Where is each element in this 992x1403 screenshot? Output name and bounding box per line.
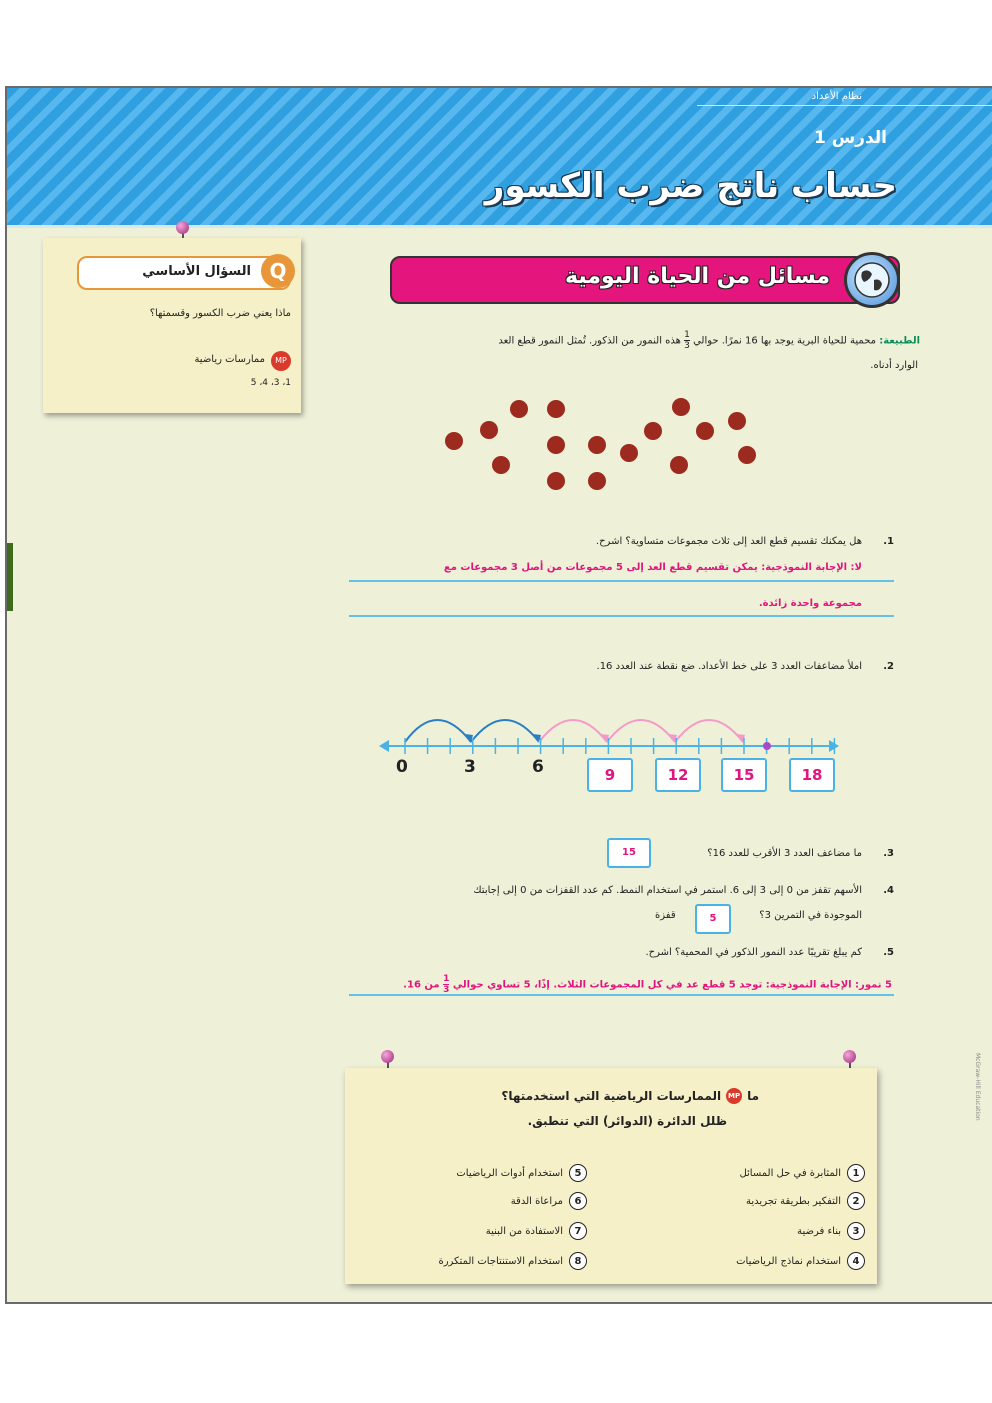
essential-question-header [77, 256, 291, 290]
counter [445, 432, 463, 450]
q5-number: 5. [883, 947, 894, 958]
q2-text: املأ مضاعفات العدد 3 على خط الأعداد. ضع نقطة عند العدد 16. [596, 661, 862, 672]
option-circle[interactable]: 8 [569, 1252, 587, 1270]
category-label: نظام الأعداد [811, 91, 862, 102]
numberline-label-0: 0 [396, 757, 408, 777]
practices-subtitle: ظلل الدائرة (الدوائر) التي تنطبق. [527, 1114, 727, 1128]
intro-text-3: الوارد أدناه. [870, 360, 918, 371]
counter [588, 472, 606, 490]
q4-unit: قفزة [655, 910, 676, 921]
option-circle[interactable]: 1 [847, 1164, 865, 1182]
q4-text-1: الأسهم تقفز من 0 إلى 3 إلى 6. استمر في استخدام النمط. كم عدد القفزات من 0 إلى إجابتك [473, 885, 862, 896]
essential-question-text: ماذا يعني ضرب الكسور وقسمتها؟ [149, 308, 291, 319]
point-16 [763, 742, 771, 750]
math-practices-label: ممارسات رياضية [194, 354, 265, 365]
pin-icon [381, 1050, 394, 1063]
practices-title [501, 1088, 759, 1104]
practice-option-7[interactable] [486, 1222, 587, 1240]
counter [547, 400, 565, 418]
q1-answer-line2: مجموعة واحدة زائدة. [758, 598, 862, 609]
essential-question-icon: Q [261, 254, 295, 288]
chapter-tab [5, 543, 13, 611]
lesson-title: حساب ناتج ضرب الكسور [484, 166, 897, 206]
counter [696, 422, 714, 440]
option-circle[interactable]: 7 [569, 1222, 587, 1240]
practice-option-2[interactable] [746, 1192, 865, 1210]
practices-title-text: الممارسات الرياضية التي استخدمتها؟ [501, 1089, 722, 1103]
copyright-credit: McGraw-Hill Education [974, 1053, 981, 1121]
q4-number: 4. [883, 885, 894, 896]
fraction-one-third [684, 330, 690, 351]
counter [670, 456, 688, 474]
counter [738, 446, 756, 464]
lesson-header [7, 88, 992, 228]
option-label: استخدام نماذج الرياضيات [736, 1255, 841, 1267]
pin-icon [176, 221, 189, 234]
answer-line [349, 615, 894, 617]
option-label: بناء فرضية [797, 1225, 841, 1237]
q1-text: هل يمكنك تقسيم قطع العد إلى ثلاث مجموعات متساوية؟ اشرح. [595, 536, 862, 547]
numberline-answer-box[interactable]: 12 [655, 758, 701, 792]
counter [644, 422, 662, 440]
q5-answer [292, 974, 892, 995]
worksheet-page [5, 86, 992, 1304]
q1-number: 1. [883, 536, 894, 547]
fraction-denominator: 3 [684, 341, 690, 351]
practice-option-6[interactable] [511, 1192, 587, 1210]
lesson-number: الدرس 1 [813, 128, 887, 148]
q1-answer-line1: لا: الإجابة النموذجية: يمكن تقسيم قطع العد إلى 5 مجموعات من أصل 3 مجموعات مع [443, 562, 862, 573]
essential-question-note [43, 238, 301, 413]
fraction-numerator: 1 [684, 330, 690, 340]
q5-fraction [443, 974, 449, 995]
math-practices-numbers: 1، 3، 4، 5 [250, 378, 291, 388]
q3-text: ما مضاعف العدد 3 الأقرب للعدد 16؟ [707, 848, 862, 859]
q2-number: 2. [883, 661, 894, 672]
practice-option-8[interactable] [438, 1252, 587, 1270]
intro-label: الطبيعة: [879, 335, 920, 347]
header-divider [697, 105, 992, 106]
numberline-label-6: 6 [532, 757, 544, 777]
counter [510, 400, 528, 418]
counter [547, 436, 565, 454]
q5-text: كم يبلغ تقريبًا عدد النمور الذكور في المحمية؟ اشرح. [645, 947, 862, 958]
option-circle[interactable]: 2 [847, 1192, 865, 1210]
math-practices-badge: MP [271, 351, 291, 371]
numberline-answer-box[interactable]: 9 [587, 758, 633, 792]
numberline-answer-box[interactable]: 18 [789, 758, 835, 792]
practice-option-4[interactable] [736, 1252, 865, 1270]
practice-option-1[interactable] [739, 1164, 865, 1182]
option-circle[interactable]: 3 [847, 1222, 865, 1240]
answer-line [349, 580, 894, 582]
q3-number: 3. [883, 848, 894, 859]
q4-answer-box[interactable]: 5 [695, 904, 731, 934]
counter [672, 398, 690, 416]
math-practices-badge: MP [726, 1088, 742, 1104]
option-label: التفكير بطريقة تجريدية [746, 1195, 841, 1207]
q5-answer-text-1: 5 نمور: الإجابة النموذجية: توجد 5 قطع عد في كل المجموعات الثلاث. إذًا، 5 تساوي حوالي [452, 979, 892, 991]
intro-paragraph [320, 330, 920, 351]
fraction-denominator: 3 [443, 985, 450, 995]
counter [480, 421, 498, 439]
option-label: استخدام الاستنتاجات المتكررة [438, 1255, 563, 1267]
practice-option-3[interactable] [797, 1222, 865, 1240]
practices-title-prefix: ما [747, 1089, 759, 1103]
numberline-label-3: 3 [464, 757, 476, 777]
answer-line [349, 994, 894, 996]
math-practices-note [345, 1068, 877, 1284]
q3-answer-box[interactable]: 15 [607, 838, 651, 868]
section-banner [390, 256, 900, 304]
option-circle[interactable]: 4 [847, 1252, 865, 1270]
option-circle[interactable]: 5 [569, 1164, 587, 1182]
option-label: مراعاة الدقة [510, 1195, 563, 1207]
essential-question-label: السؤال الأساسي [142, 264, 251, 279]
globe-icon [844, 252, 900, 308]
q5-answer-text-2: من 16. [403, 979, 440, 991]
fraction-numerator: 1 [443, 974, 450, 984]
option-circle[interactable]: 6 [569, 1192, 587, 1210]
practice-option-5[interactable] [456, 1164, 587, 1182]
numberline-answer-box[interactable]: 15 [721, 758, 767, 792]
section-title: مسائل من الحياة اليومية [565, 264, 830, 289]
intro-text-1: محمية للحياة البرية يوجد بها 16 نمرًا. حوالي [693, 335, 877, 347]
counter [728, 412, 746, 430]
counter [492, 456, 510, 474]
pin-icon [843, 1050, 856, 1063]
intro-text-2: هذه النمور من الذكور. تُمثل النمور قطع العد [498, 335, 681, 347]
option-label: استخدام أدوات الرياضيات [456, 1167, 563, 1179]
counters-illustration [437, 393, 777, 503]
counter [547, 472, 565, 490]
q4-text-2: الموجودة في التمرين 3؟ [759, 910, 862, 921]
counter [620, 444, 638, 462]
counter [588, 436, 606, 454]
option-label: المثابرة في حل المسائل [739, 1167, 841, 1179]
option-label: الاستفادة من البنية [485, 1225, 563, 1237]
